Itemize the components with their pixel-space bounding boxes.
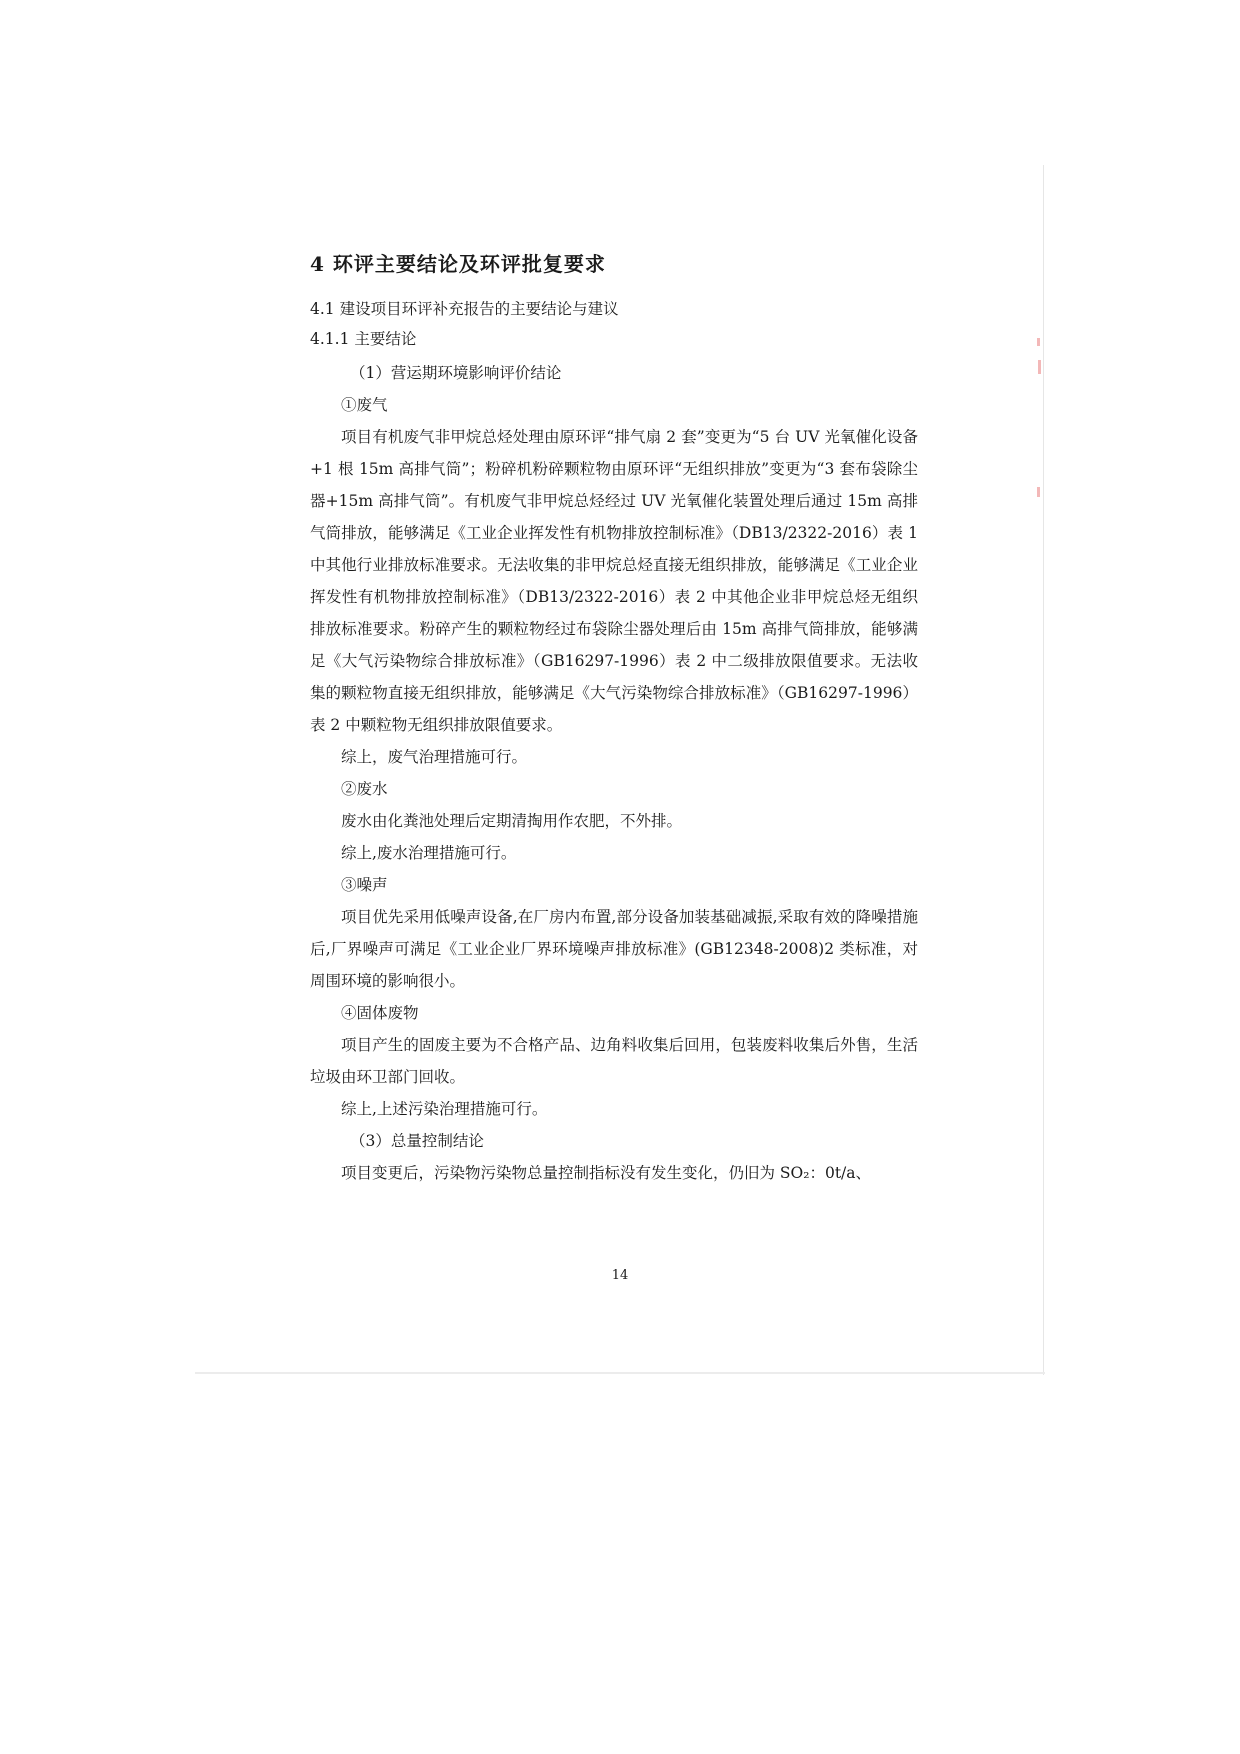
section-heading: 4.1 建设项目环评补充报告的主要结论与建议 (310, 300, 619, 318)
waste-water-title: ②废水 (341, 780, 388, 798)
waste-water-conclusion: 综上,废水治理措施可行。 (341, 844, 517, 862)
subsection-heading: 4.1.1 主要结论 (310, 330, 417, 348)
scan-mark (1037, 487, 1040, 497)
scan-edge-right (1043, 165, 1044, 1375)
solid-waste-conclusion: 综上,上述污染治理措施可行。 (341, 1100, 548, 1118)
noise-paragraph: 项目优先采用低噪声设备,在厂房内布置,部分设备加装基础减振,采取有效的降噪措施后,厂界噪声可满足《工业企业厂界环境噪声排放标准》(GB12348-2008)2 类标准，对周围环境的影响很小。 (310, 908, 918, 990)
document-page (310, 248, 918, 1189)
total-control-paragraph: 项目变更后，污染物污染物总量控制指标没有发生变化，仍旧为 SO₂：0t/a、 (341, 1164, 872, 1182)
waste-water-paragraph: 废水由化粪池处理后定期清掏用作农肥，不外排。 (341, 812, 683, 830)
solid-waste-paragraph: 项目产生的固废主要为不合格产品、边角料收集后回用，包装废料收集后外售，生活垃圾由环卫部门回收。 (310, 1036, 918, 1086)
scan-edge-bottom (195, 1372, 1045, 1374)
item-heading: （3）总量控制结论 (350, 1132, 484, 1150)
waste-gas-title: ①废气 (341, 396, 388, 414)
scan-mark (1037, 338, 1040, 346)
scan-mark (1038, 360, 1041, 374)
waste-gas-paragraph: 项目有机废气非甲烷总烃处理由原环评“排气扇 2 套”变更为“5 台 UV 光氧催化设备+1 根 15m 高排气筒”；粉碎机粉碎颗粒物由原环评“无组织排放”变更为“3 套布袋除尘器+15m 高排气筒”。有机废气非甲烷总烃经过 UV 光氧催化装置处理后通过 15m 高排气筒排放，能够满足《工业企业挥发性有机物排放控制标准》（DB13/2322-2016）表 1 中其他行业排放标准要求。无法收集的非甲烷总烃直接无组织排放，能够满足《工业企业挥发性有机物排放控制标准》（DB13/2322-2016）表 2 中其他企业非甲烷总烃无组织排放标准要求。粉碎产生的颗粒物经过布袋除尘器处理后由 15m 高排气筒排放，能够满足《大气污染物综合排放标准》（GB16297-1996）表 2 中二级排放限值要求。无法收集的颗粒物直接无组织排放，能够满足《大气污染物综合排放标准》（GB16297-1996）表 2 中颗粒物无组织排放限值要求。 (310, 428, 918, 734)
waste-gas-conclusion: 综上，废气治理措施可行。 (341, 748, 528, 766)
item-heading: （1）营运期环境影响评价结论 (350, 364, 562, 382)
chapter-heading: 4 环评主要结论及环评批复要求 (310, 252, 606, 276)
page-number: 14 (611, 1268, 629, 1283)
solid-waste-title: ④固体废物 (341, 1004, 419, 1022)
noise-title: ③噪声 (341, 876, 388, 894)
